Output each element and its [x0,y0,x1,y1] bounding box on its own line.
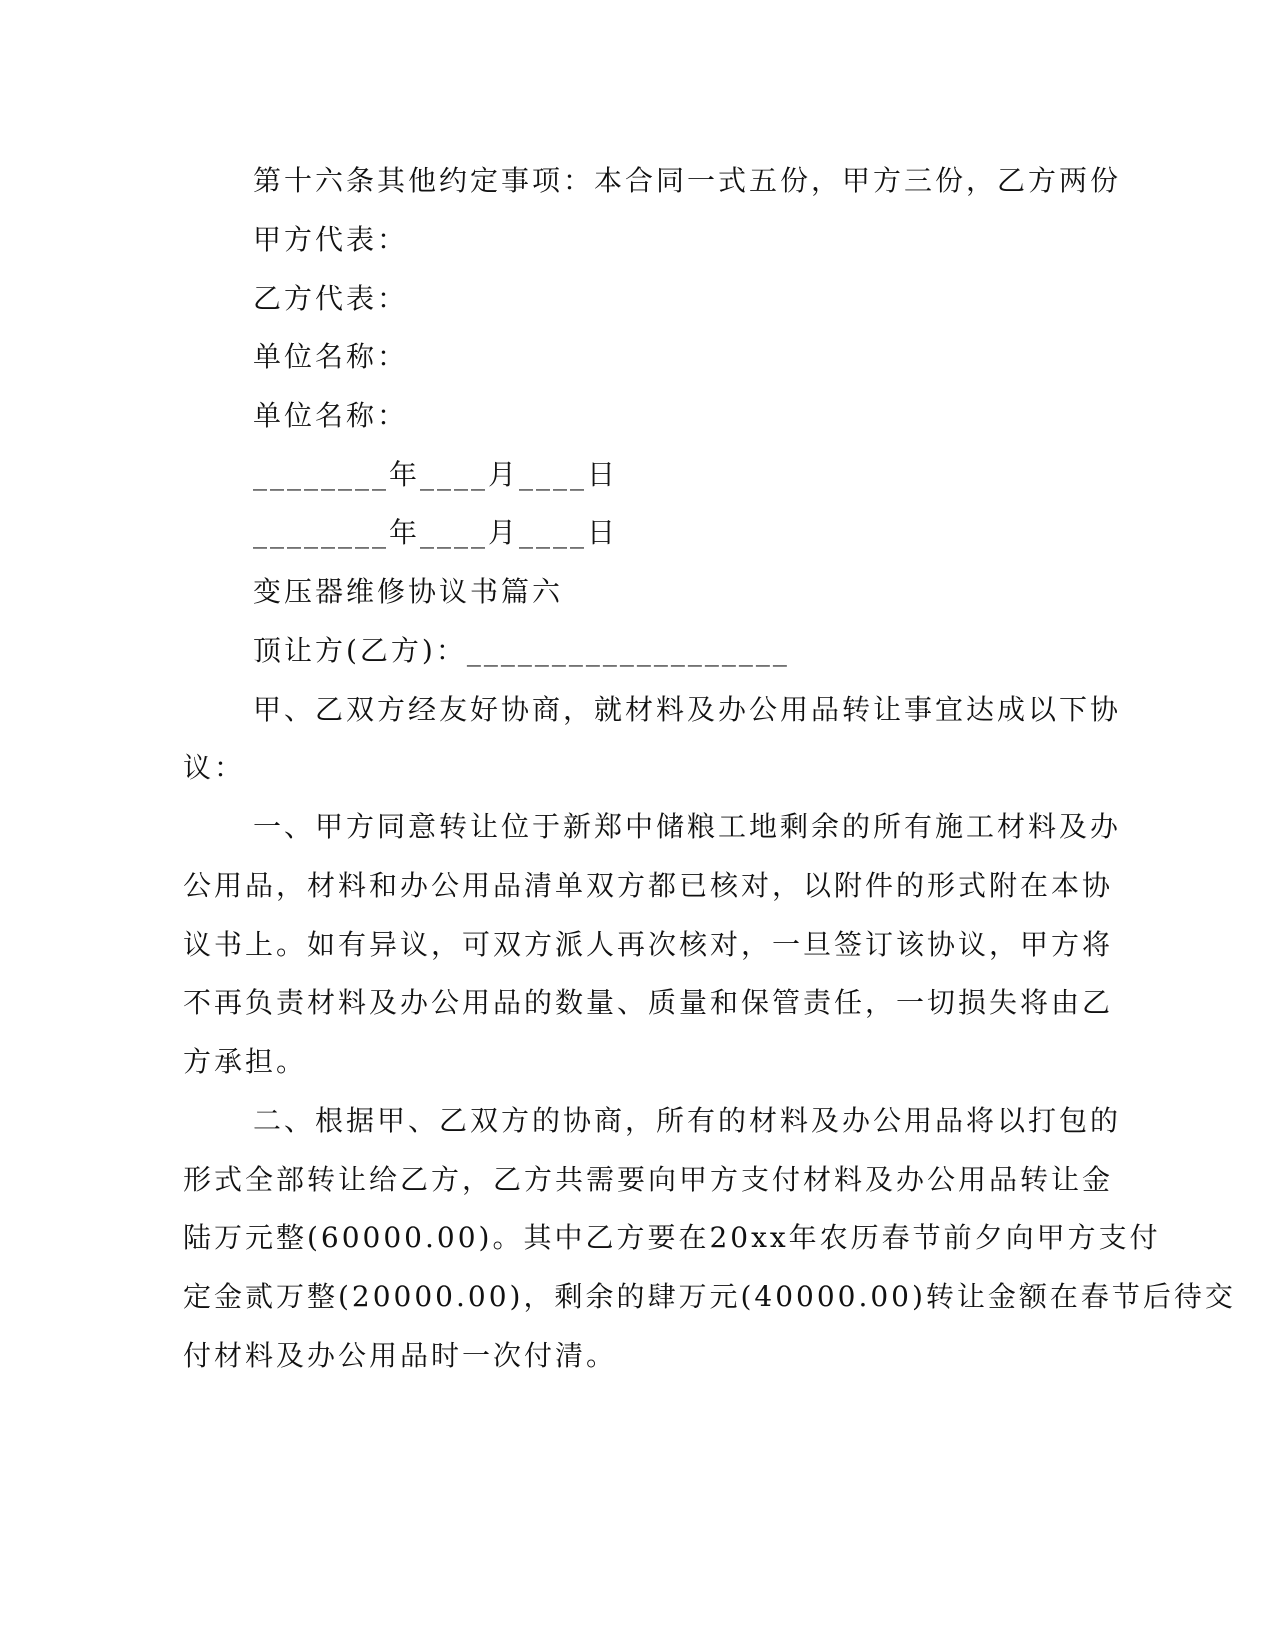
unit-name-b: 单位名称： [253,399,409,432]
clause-sixteen: 第十六条其他约定事项：本合同一式五份，甲方三份，乙方两份 [253,164,1122,197]
paragraph-intro-line-1: 甲、乙双方经友好协商，就材料及办公用品转让事宜达成以下协 [253,693,1122,726]
paragraph-one-line-2: 公用品，材料和办公用品清单双方都已核对，以附件的形式附在本协 [183,869,1114,902]
transferee-line: 顶让方(乙方)：___________________ [253,634,790,667]
party-a-representative: 甲方代表： [253,223,409,256]
unit-name-a: 单位名称： [253,340,409,373]
paragraph-one-line-4: 不再负责材料及办公用品的数量、质量和保管责任，一切损失将由乙 [183,986,1114,1019]
paragraph-two-line-2: 形式全部转让给乙方，乙方共需要向甲方支付材料及办公用品转让金 [183,1163,1114,1196]
paragraph-one-line-3: 议书上。如有异议，可双方派人再次核对，一旦签订该协议，甲方将 [183,928,1114,961]
paragraph-two-line-5: 付材料及办公用品时一次付清。 [183,1339,618,1372]
date-line-b: ________年____月____日 [253,516,619,549]
party-b-representative: 乙方代表： [253,282,409,315]
paragraph-one-line-1: 一、甲方同意转让位于新郑中储粮工地剩余的所有施工材料及办 [253,810,1122,843]
paragraph-two-line-3: 陆万元整(60000.00)。其中乙方要在20xx年农历春节前夕向甲方支付 [183,1221,1161,1254]
paragraph-one-line-5: 方承担。 [183,1045,308,1078]
date-line-a: ________年____月____日 [253,458,619,491]
paragraph-two-line-4: 定金贰万整(20000.00)，剩余的肆万元(40000.00)转让金额在春节后待交 [183,1280,1236,1313]
paragraph-intro-line-2: 议： [183,751,246,784]
paragraph-two-line-1: 二、根据甲、乙双方的协商，所有的材料及办公用品将以打包的 [253,1104,1122,1137]
section-heading: 变压器维修协议书篇六 [253,575,564,608]
